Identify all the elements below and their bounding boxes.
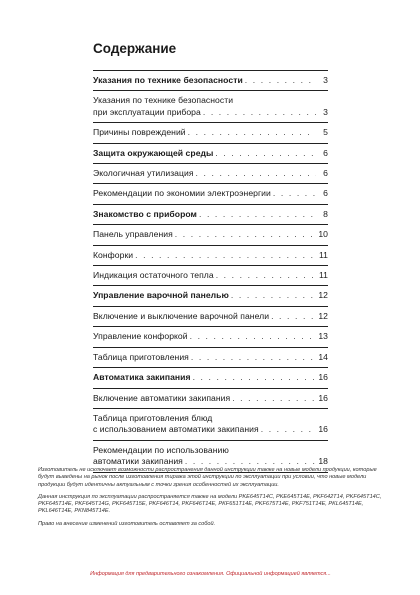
toc-entry-line [93, 352, 328, 363]
toc-entry-text: Причины повреждений [93, 127, 186, 138]
dot-leader [190, 331, 316, 342]
toc-entry-text: Включение автоматики закипания [93, 392, 231, 403]
toc-page-number: 12 [318, 290, 328, 301]
toc-entry-line [93, 229, 328, 240]
note-paragraph-new-models: Изготовитель не исключает возможности распространения данной инструкции также на новые модели продукции, которые будут выведены на рынок после изготовления тиража этой инструкции по эксплуатации при условии, что новые модели продукции будут идентичны актуальным с точки зрения особенностей их эксплуатации. [38, 467, 377, 488]
toc-page-number: 16 [318, 392, 328, 403]
toc-entry-line [93, 290, 328, 301]
toc-entry-line [93, 311, 328, 322]
toc-page-number: 3 [323, 75, 328, 85]
toc-entry[interactable] [93, 123, 328, 142]
toc-entry-text: Управление варочной панелью [93, 290, 229, 301]
dot-leader [191, 352, 316, 363]
toc-entry[interactable] [93, 91, 328, 122]
dot-leader [245, 75, 316, 86]
dot-leader [232, 393, 316, 404]
toc-entry-text: Таблица приготовления блюд [93, 412, 213, 423]
preliminary-info-footer: Информация для предварительного ознакомления. Официальной информацией является... [90, 571, 331, 577]
toc-entry-line [93, 188, 328, 199]
toc-section-heading[interactable] [93, 368, 328, 387]
toc-section-heading[interactable] [93, 144, 328, 163]
toc-entry-text: Автоматика закипания [93, 372, 191, 383]
dot-leader [273, 188, 316, 199]
toc-entry-line [93, 75, 328, 86]
toc-entry[interactable] [93, 327, 328, 346]
toc-page-number: 5 [323, 127, 328, 138]
toc-entry-text: Указания по технике безопасности [93, 75, 243, 85]
toc-entry-line [93, 456, 328, 467]
toc-page-number: 14 [318, 351, 328, 362]
table-of-contents [93, 70, 328, 473]
toc-entry[interactable] [93, 389, 328, 408]
toc-entry[interactable] [93, 409, 328, 440]
dot-leader [231, 290, 316, 301]
toc-entry[interactable] [93, 225, 328, 244]
dot-leader [193, 372, 316, 383]
note-paragraph-rights: Право на внесение изменений изготовитель оставляет за собой. [38, 520, 216, 527]
toc-page-number: 6 [323, 168, 328, 179]
dot-leader [196, 168, 316, 179]
toc-page-number: 12 [318, 310, 328, 321]
toc-entry[interactable] [93, 184, 328, 203]
toc-entry-text: Рекомендации по экономии электроэнергии [93, 188, 271, 199]
toc-page-number: 6 [323, 188, 328, 199]
toc-entry-line [93, 127, 328, 138]
toc-page-number: 8 [323, 208, 328, 219]
dot-leader [271, 311, 316, 322]
toc-page-number: 10 [318, 229, 328, 240]
toc-page-number: 11 [318, 270, 328, 281]
toc-entry-line [93, 424, 328, 435]
toc-entry-text: при эксплуатации прибора [93, 106, 201, 117]
dot-leader [215, 148, 316, 159]
toc-entry[interactable] [93, 348, 328, 367]
toc-entry-text: Защита окружающей среды [93, 147, 214, 158]
toc-entry-text: Знакомство с прибором [93, 208, 197, 219]
toc-entry[interactable] [93, 307, 328, 326]
dot-leader [185, 456, 316, 467]
dot-leader [135, 250, 316, 261]
toc-entry-text: Рекомендации по использованию [93, 444, 229, 455]
toc-entry-line [93, 107, 328, 118]
toc-page-number: 3 [323, 106, 328, 117]
note-paragraph-model-list: Данная инструкция по эксплуатации распространяется также на модели PKE645T14C, PKE645T14E, PKF642T14, PKF645T14C, PKF645T14E, PKF645T14G, PKF645T15E, PKF646T14, PKF646T14E, PKF651T14E, PKF675T14E, PKF751T14E, PKL645T14E, PKL646T14E, PKN845T14E. [38, 493, 382, 515]
toc-page-number: 6 [323, 147, 328, 158]
dot-leader [203, 107, 316, 118]
toc-entry-line [93, 331, 328, 342]
toc-entry-text: автоматики закипания [93, 456, 183, 467]
page-title: Содержание [93, 41, 177, 56]
toc-entry-text: Таблица приготовления [93, 351, 189, 362]
toc-entry[interactable] [93, 266, 328, 285]
dot-leader [199, 209, 316, 220]
dot-leader [216, 270, 316, 281]
dot-leader [175, 229, 316, 240]
toc-entry-line [93, 393, 328, 404]
toc-page-number: 13 [318, 331, 328, 342]
toc-entry-text: Указания по технике безопасности [93, 95, 234, 106]
toc-page-number: 16 [318, 372, 328, 383]
toc-entry-line [93, 209, 328, 220]
manufacturer-notes [38, 467, 383, 533]
toc-section-heading[interactable] [93, 71, 328, 90]
toc-entry-line [93, 148, 328, 159]
dot-leader [188, 127, 316, 138]
toc-entry[interactable] [93, 246, 328, 265]
toc-entry-line [93, 372, 328, 383]
toc-entry-text: Включение и выключение варочной панели [93, 310, 270, 321]
toc-section-heading[interactable] [93, 286, 328, 305]
toc-page-number: 16 [318, 424, 328, 435]
toc-section-heading[interactable] [93, 205, 328, 224]
toc-entry-line [93, 168, 328, 179]
toc-entry-text: с использованием автоматики закипания [93, 424, 259, 435]
dot-leader [261, 424, 316, 435]
toc-page-number: 11 [318, 249, 328, 260]
toc-entry-text: Панель управления [93, 229, 173, 240]
toc-entry-line [93, 250, 328, 261]
toc-entry-text: Управление конфоркой [93, 331, 188, 342]
toc-entry-text: Индикация остаточного тепла [93, 270, 214, 281]
toc-entry-text: Экологичная утилизация [93, 168, 194, 179]
toc-entry-line [93, 270, 328, 281]
toc-entry[interactable] [93, 164, 328, 183]
toc-entry-text: Конфорки [93, 249, 134, 260]
toc-page-number: 18 [318, 456, 328, 467]
